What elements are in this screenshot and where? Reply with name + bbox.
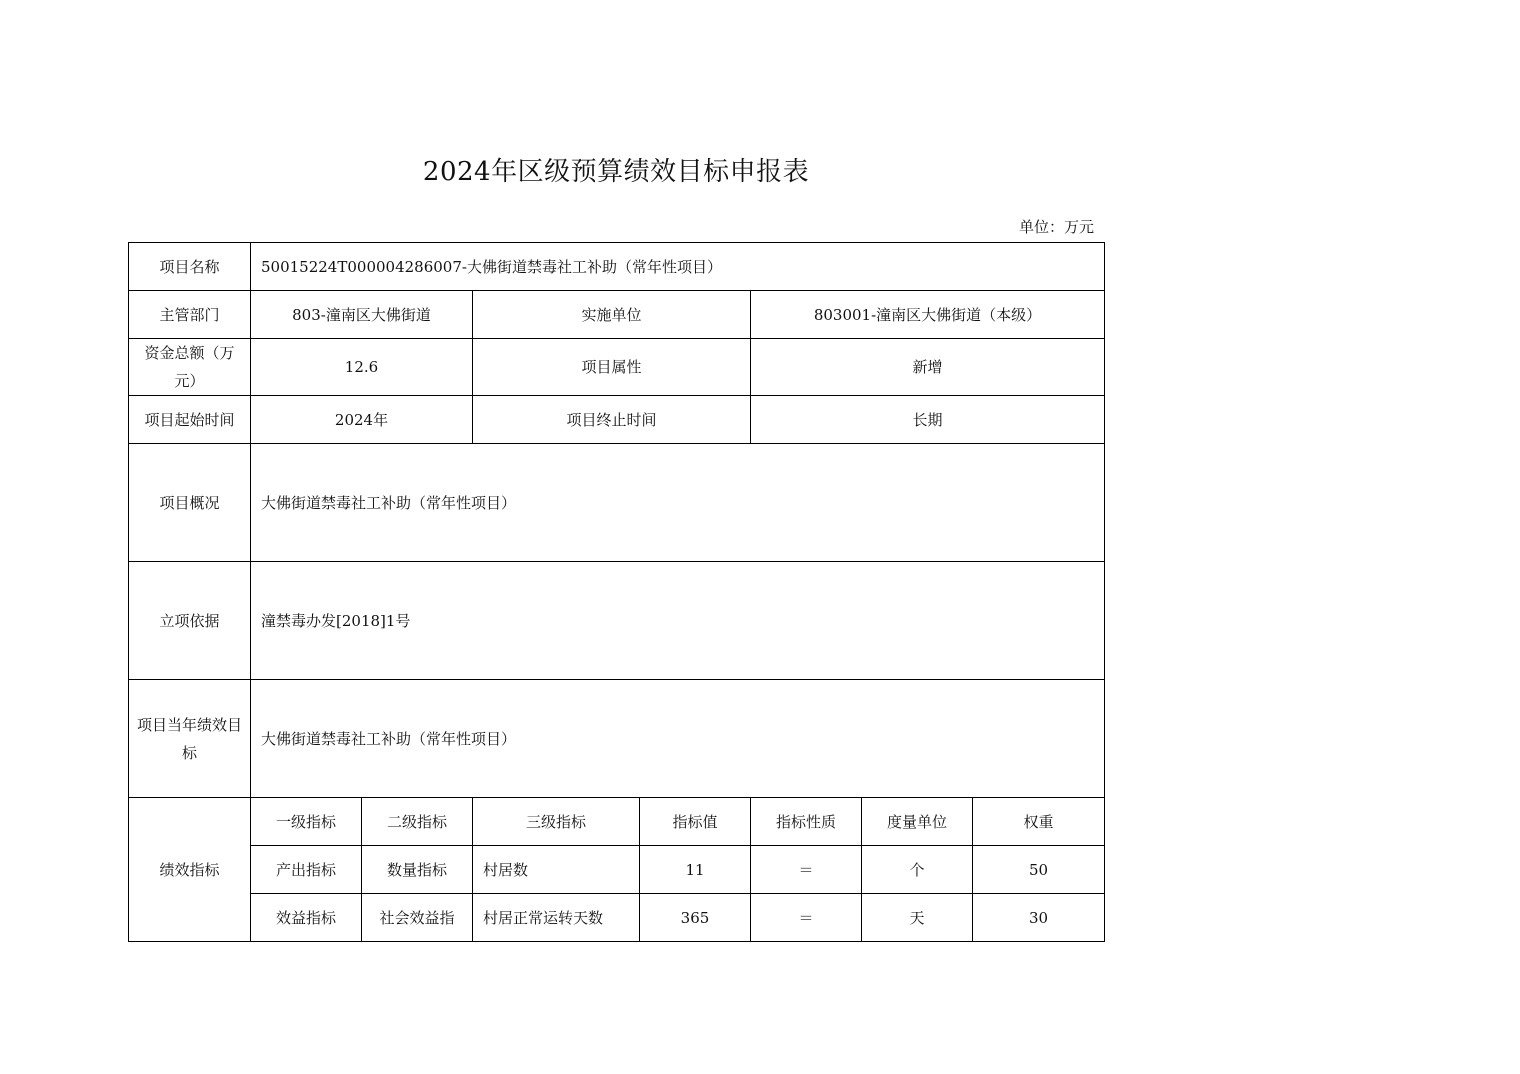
start-time-value: 2024年 (251, 396, 473, 444)
overview-label: 项目概况 (129, 444, 251, 562)
indicator-header-cell: 三级指标 (473, 798, 640, 846)
indicator-row (129, 846, 1105, 894)
row-fund (129, 339, 1105, 396)
indicator-cell: 个 (862, 846, 973, 894)
indicator-cell: 效益指标 (251, 894, 362, 942)
annual-goal-label: 项目当年绩效目标 (129, 680, 251, 798)
indicator-header-cell: 指标值 (640, 798, 751, 846)
implementing-unit-value: 803001-潼南区大佛街道（本级） (751, 291, 1105, 339)
row-project-name (129, 243, 1105, 291)
project-attribute-value: 新增 (751, 339, 1105, 396)
indicator-header-cell: 二级指标 (362, 798, 473, 846)
row-department (129, 291, 1105, 339)
department-value: 803-潼南区大佛街道 (251, 291, 473, 339)
indicator-header-cell: 权重 (973, 798, 1105, 846)
indicator-header-cell: 度量单位 (862, 798, 973, 846)
department-label: 主管部门 (129, 291, 251, 339)
indicator-cell: 30 (973, 894, 1105, 942)
indicator-header-row (129, 798, 1105, 846)
indicator-cell: 365 (640, 894, 751, 942)
start-time-label: 项目起始时间 (129, 396, 251, 444)
indicator-header-cell: 指标性质 (751, 798, 862, 846)
indicator-cell: 11 (640, 846, 751, 894)
indicator-cell: 产出指标 (251, 846, 362, 894)
overview-value: 大佛街道禁毒社工补助（常年性项目） (251, 444, 1105, 562)
row-period (129, 396, 1105, 444)
indicator-cell: 社会效益指 (362, 894, 473, 942)
indicator-cell: 天 (862, 894, 973, 942)
indicator-header-cell: 一级指标 (251, 798, 362, 846)
end-time-value: 长期 (751, 396, 1105, 444)
indicator-cell: 村居数 (473, 846, 640, 894)
end-time-label: 项目终止时间 (473, 396, 751, 444)
budget-form-table (128, 242, 1105, 942)
row-overview (129, 444, 1105, 562)
unit-note: 单位：万元 (1018, 218, 1094, 236)
indicator-cell: ＝ (751, 846, 862, 894)
row-annual-goal (129, 680, 1105, 798)
fund-total-label: 资金总额（万元） (129, 339, 251, 396)
indicator-row (129, 894, 1105, 942)
implementing-unit-label: 实施单位 (473, 291, 751, 339)
indicator-cell: 村居正常运转天数 (473, 894, 640, 942)
project-name-label: 项目名称 (129, 243, 251, 291)
basis-label: 立项依据 (129, 562, 251, 680)
indicator-cell: 数量指标 (362, 846, 473, 894)
project-attribute-label: 项目属性 (473, 339, 751, 396)
basis-value: 潼禁毒办发[2018]1号 (251, 562, 1105, 680)
indicator-cell: ＝ (751, 894, 862, 942)
row-basis (129, 562, 1105, 680)
annual-goal-value: 大佛街道禁毒社工补助（常年性项目） (251, 680, 1105, 798)
page-title: 2024年区级预算绩效目标申报表 (422, 157, 810, 187)
indicator-cell: 50 (973, 846, 1105, 894)
indicators-section-label: 绩效指标 (129, 798, 251, 942)
fund-total-value: 12.6 (251, 339, 473, 396)
project-name-value: 50015224T000004286007-大佛街道禁毒社工补助（常年性项目） (251, 243, 1105, 291)
